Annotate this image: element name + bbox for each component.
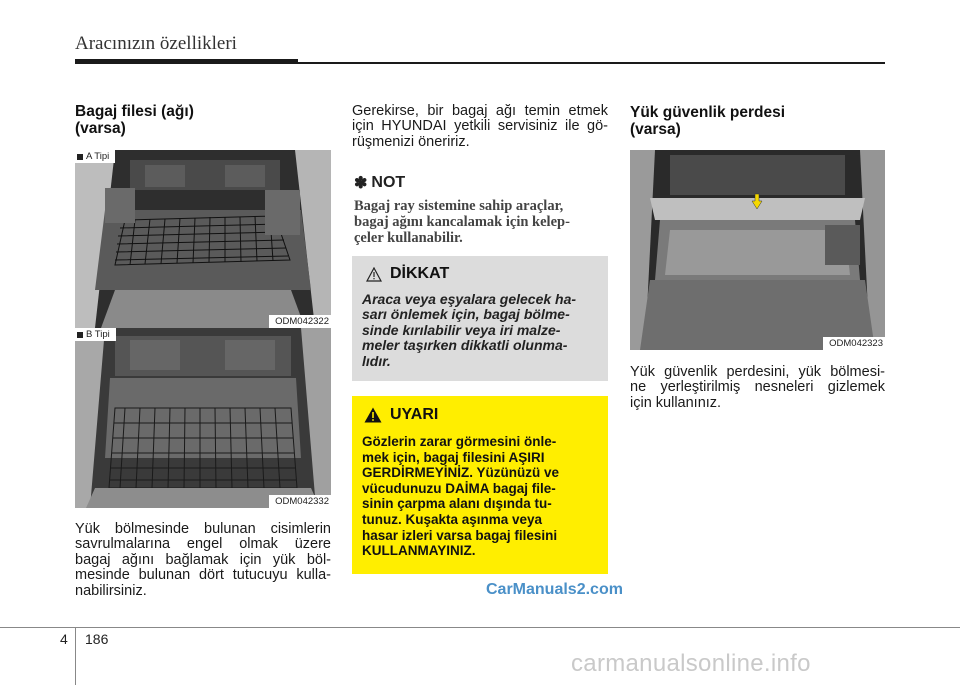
text-line: Gerekirse, bir bagaj ağı temin etmek — [352, 103, 608, 119]
header-rule-thin — [298, 62, 885, 64]
text-line: Gözlerin zarar görmesini önle- — [362, 434, 557, 449]
text-line: meler taşırken dikkatli olunma- — [362, 337, 568, 354]
watermark-carmanuals2[interactable]: CarManuals2.com — [486, 581, 623, 598]
text-line: GERDİRMEYİNİZ. Yüzünüzü ve — [362, 465, 560, 481]
text-line: sinde kırılabilir veya iri malze- — [362, 321, 561, 338]
text-line: nabilirsiniz. — [75, 582, 147, 599]
photo-cargo-net-type-a — [75, 150, 331, 328]
text-line: KULLANMAYINIZ. — [362, 543, 476, 559]
warning-title-text: UYARI — [390, 406, 439, 423]
heading-line: Bagaj filesi (ağı) — [75, 103, 194, 120]
warning-text — [362, 434, 600, 559]
cargo-cover-illustration — [630, 150, 885, 350]
running-header: Aracınızın özellikleri — [75, 33, 237, 54]
asterisk-icon: ✽ — [354, 175, 368, 192]
warning-box — [352, 396, 608, 574]
text-line: mek için, bagaj filesini AŞIRI — [362, 449, 545, 465]
text-line: rüşmenizi öneririz. — [352, 133, 470, 150]
text-line: mesinde bulunan dört tutucuyu kulla- — [75, 567, 331, 584]
text-line: vücudunuzu DAİMA bagaj file- — [362, 480, 556, 496]
caution-box — [352, 256, 608, 381]
cargo-net-description — [75, 522, 331, 599]
caution-text — [362, 292, 600, 369]
section-heading-cargo-cover — [630, 104, 785, 138]
heading-line: (varsa) — [630, 121, 681, 138]
text-line: sinin çarpma alanı dışında tu- — [362, 496, 552, 512]
text-line: hasar izleri varsa bagaj filesini — [362, 527, 558, 543]
note-heading — [354, 173, 405, 193]
photo-tag-label: A Tipi — [86, 151, 110, 162]
heading-line: Yük güvenlik perdesi — [630, 104, 786, 121]
photo-tag-label: B Tipi — [86, 329, 110, 340]
text-line: tunuz. Kuşakta aşınma veya — [362, 511, 543, 527]
header-rule-thick — [75, 59, 298, 64]
footer-rule — [0, 627, 960, 628]
text-line: lıdır. — [362, 352, 391, 369]
warning-title — [364, 406, 438, 424]
section-heading-cargo-net — [75, 103, 194, 137]
cargo-cover-description — [630, 365, 885, 411]
text-line: Araca veya eşyalara gelecek ha- — [362, 291, 577, 307]
text-line: Yük bölmesinde bulunan cisimlerin — [75, 521, 331, 537]
text-line: Bagaj ray sistemine sahip araçlar, — [354, 198, 564, 214]
text-line: için HYUNDAI yetkili servisiniz ile gö- — [352, 118, 608, 135]
text-line: bagaj ağını kancalamak için kelep- — [354, 214, 570, 230]
photo-code-a: ODM042322 — [269, 315, 331, 328]
warning-triangle-icon — [364, 407, 382, 423]
cargo-net-a-illustration — [75, 150, 331, 328]
text-line: sarı önlemek için, bagaj bölme- — [362, 306, 570, 323]
footer-divider — [75, 628, 76, 685]
text-line: için kullanınız. — [630, 394, 722, 411]
cargo-net-purchase-text — [352, 104, 608, 150]
chapter-number: 4 — [60, 631, 68, 647]
heading-line: (varsa) — [75, 120, 126, 137]
square-bullet-icon — [77, 154, 83, 160]
photo-cargo-net-type-b — [75, 328, 331, 508]
page-number: 186 — [85, 631, 109, 647]
text-line: çeler kullanabilir. — [354, 230, 463, 246]
text-line: bagaj ağını bağlamak için yük böl- — [75, 551, 331, 568]
caution-title-text: DİKKAT — [390, 265, 450, 282]
note-body — [354, 198, 608, 246]
photo-cargo-cover — [630, 150, 885, 350]
text-line: Yük güvenlik perdesini, yük bölmesi- — [630, 364, 885, 380]
text-line: ne yerleştirilmiş nesneleri gizlemek — [630, 379, 885, 396]
photo-tag-a — [75, 150, 115, 163]
caution-triangle-icon — [366, 267, 382, 282]
note-title: NOT — [371, 174, 406, 191]
watermark-carmanualsonline: carmanualsonline.info — [571, 650, 811, 677]
caution-title — [366, 265, 449, 283]
photo-code-cover: ODM042323 — [823, 337, 885, 350]
text-line: savrulmalarına engel olmak üzere — [75, 536, 331, 553]
photo-code-b: ODM042332 — [269, 495, 331, 508]
square-bullet-icon — [77, 332, 83, 338]
photo-tag-b — [75, 328, 116, 341]
cargo-net-b-illustration — [75, 328, 331, 508]
